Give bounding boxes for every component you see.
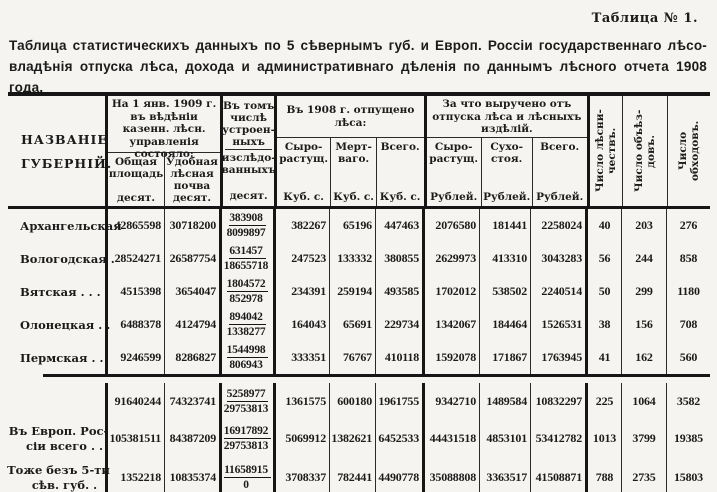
row-label: Вятская . . . bbox=[20, 284, 101, 299]
arranged-surveyed-cell bbox=[219, 419, 273, 458]
districts-count-cell: 50 bbox=[585, 275, 621, 308]
governorate-row bbox=[8, 242, 710, 275]
green-timber-cell: 382267 bbox=[273, 209, 329, 242]
total-rubles-cell: 53412782 bbox=[530, 419, 585, 458]
dry-rubles-cell: 413310 bbox=[479, 242, 530, 275]
subcol-green-timber bbox=[277, 138, 330, 206]
surveyed-value: 0 bbox=[243, 479, 249, 491]
arranged-surveyed-cell bbox=[219, 209, 273, 242]
vertical-header-text: Число объѣз- довъ. bbox=[633, 109, 658, 193]
total-rubles-cell: 3043283 bbox=[530, 242, 585, 275]
group4-title: За что выручено отъ отпуска лѣса и лѣсныхъ издѣлій. bbox=[427, 96, 587, 138]
total-area-cell: 91640244 bbox=[105, 383, 164, 419]
row-label: Олонецкая . . bbox=[20, 317, 111, 332]
green-rubles-cell: 9342710 bbox=[422, 383, 479, 419]
arranged-value: 16917892 bbox=[224, 424, 271, 439]
forest-soil-cell: 84387209 bbox=[164, 419, 219, 458]
districts-count-cell: 225 bbox=[585, 383, 621, 419]
arranged-surveyed-cell bbox=[219, 275, 273, 308]
dry-rubles-cell: 171867 bbox=[479, 341, 530, 374]
total-rubles-cell: 2258024 bbox=[530, 209, 585, 242]
governorate-row bbox=[8, 308, 710, 341]
subcol-green-rubles bbox=[427, 138, 481, 206]
row-label bbox=[8, 383, 105, 419]
group4-subcolumns bbox=[427, 138, 587, 206]
summary-row bbox=[8, 458, 710, 492]
dry-rubles-cell: 1489584 bbox=[479, 383, 530, 419]
table-body-governorates bbox=[8, 209, 710, 374]
surveyed-value: 29753813 bbox=[223, 440, 269, 452]
governorate-row bbox=[8, 275, 710, 308]
header-name-line1: НАЗВАНІЕ bbox=[21, 131, 108, 147]
forest-soil-cell: 26587754 bbox=[164, 242, 219, 275]
dead-timber-cell: 76767 bbox=[329, 341, 375, 374]
green-timber-cell: 234391 bbox=[273, 275, 329, 308]
dry-rubles-cell: 4853101 bbox=[479, 419, 530, 458]
header-group-arranged-surveyed bbox=[220, 96, 274, 206]
total-rubles-cell: 2240514 bbox=[530, 275, 585, 308]
header-governorate-name bbox=[8, 96, 113, 206]
green-timber-cell: 247523 bbox=[273, 242, 329, 275]
districts-count-cell: 1013 bbox=[585, 419, 621, 458]
subcol-unit: Куб. с. bbox=[379, 190, 421, 203]
dead-timber-cell: 600180 bbox=[329, 383, 375, 419]
ranges-count-cell: 203 bbox=[621, 209, 666, 242]
subcol-label: Удобная лѣсная почва bbox=[166, 156, 218, 193]
total-timber-cell: 1961755 bbox=[375, 383, 422, 419]
forest-soil-cell: 3654047 bbox=[164, 275, 219, 308]
total-timber-cell: 447463 bbox=[375, 209, 422, 242]
summary-row bbox=[8, 383, 710, 419]
total-timber-cell: 229734 bbox=[375, 308, 422, 341]
ranges-count-cell: 3799 bbox=[621, 419, 666, 458]
group3-subcolumns bbox=[277, 138, 424, 206]
row-label-line-2: сѣв. губ. . bbox=[31, 477, 98, 492]
arranged-surveyed-cell bbox=[219, 341, 273, 374]
group3-title: Въ 1908 г. отпущено лѣса: bbox=[277, 96, 424, 138]
green-rubles-cell: 1592078 bbox=[422, 341, 479, 374]
total-area-cell: 1352218 bbox=[105, 458, 164, 492]
group1-subcolumns bbox=[108, 153, 220, 207]
row-label bbox=[8, 419, 109, 458]
districts-count-cell: 40 bbox=[585, 209, 621, 242]
intro-line-2: владѣнія отпуска лѣса, дохода и административнаго дѣленія по даннымъ лѣсного отчета 1908 года. bbox=[9, 58, 707, 95]
subcol-dead-timber bbox=[330, 138, 376, 206]
dead-timber-cell: 65196 bbox=[329, 209, 375, 242]
forest-soil-cell: 30718200 bbox=[164, 209, 219, 242]
beats-count-cell: 276 bbox=[666, 209, 710, 242]
green-rubles-cell: 2076580 bbox=[422, 209, 479, 242]
districts-count-cell: 38 bbox=[585, 308, 621, 341]
beats-count-cell: 15803 bbox=[666, 458, 710, 492]
arranged-surveyed-cell bbox=[219, 458, 273, 492]
subcol-unit: десят. bbox=[173, 192, 211, 205]
arranged-surveyed-cell bbox=[219, 308, 273, 341]
dead-timber-cell: 1382621 bbox=[329, 419, 375, 458]
subcol-total-timber bbox=[376, 138, 423, 206]
subcol-unit: десят. bbox=[117, 192, 155, 205]
subcol-label: Сыро- растущ. bbox=[429, 141, 479, 166]
arranged-value: 894042 bbox=[229, 310, 265, 325]
header-name-line2: ГУБЕРНІЙ. bbox=[21, 155, 113, 171]
total-area-cell: 28524271 bbox=[105, 242, 164, 275]
total-area-cell: 4515398 bbox=[105, 275, 164, 308]
total-area-cell: 105381511 bbox=[105, 419, 164, 458]
beats-count-cell: 560 bbox=[666, 341, 710, 374]
total-timber-cell: 4490778 bbox=[375, 458, 422, 492]
surveyed-value: 1338277 bbox=[226, 326, 266, 338]
row-label bbox=[7, 458, 110, 492]
green-timber-cell: 1361575 bbox=[273, 383, 329, 419]
governorate-row bbox=[8, 341, 710, 374]
total-timber-cell: 380855 bbox=[375, 242, 422, 275]
ranges-count-cell: 244 bbox=[621, 242, 666, 275]
dry-rubles-cell: 538502 bbox=[479, 275, 530, 308]
subcol-total-rubles bbox=[532, 138, 587, 206]
intro-paragraph bbox=[9, 36, 707, 99]
surveyed-value: 8099897 bbox=[226, 227, 266, 239]
green-rubles-cell: 44431518 bbox=[422, 419, 479, 458]
governorate-row bbox=[8, 209, 710, 242]
subcol-label: Всего. bbox=[380, 141, 420, 153]
subcol-label: Мерт- ваго. bbox=[335, 141, 372, 166]
dead-timber-cell: 133332 bbox=[329, 242, 375, 275]
group2-unit: десят. bbox=[229, 190, 268, 202]
row-label-line-1: Въ Европ. Рос- bbox=[8, 423, 109, 438]
total-area-cell: 9246599 bbox=[105, 341, 164, 374]
subcol-unit: Рублей. bbox=[430, 190, 478, 203]
arranged-surveyed-cell bbox=[219, 383, 273, 419]
green-rubles-cell: 2629973 bbox=[422, 242, 479, 275]
dry-rubles-cell: 181441 bbox=[479, 209, 530, 242]
districts-count-cell: 41 bbox=[585, 341, 621, 374]
dead-timber-cell: 782441 bbox=[329, 458, 375, 492]
total-area-cell: 6488378 bbox=[105, 308, 164, 341]
subcol-unit: Куб. с. bbox=[333, 190, 374, 203]
dry-rubles-cell: 184464 bbox=[479, 308, 530, 341]
arranged-value: 11658915 bbox=[224, 463, 271, 478]
subcol-label: Общая площадь bbox=[108, 156, 164, 181]
forest-soil-cell: 8286827 bbox=[164, 341, 219, 374]
forest-soil-cell: 10835374 bbox=[164, 458, 219, 492]
subcol-dry-rubles bbox=[481, 138, 532, 206]
forest-soil-cell: 74323741 bbox=[164, 383, 219, 419]
group2-line1: Въ томъ числѣ устроен- ныхъ bbox=[222, 99, 275, 149]
green-timber-cell: 3708337 bbox=[273, 458, 329, 492]
row-label-line-1: Тоже безъ 5-ти bbox=[7, 462, 110, 477]
subcol-label: Сыро- растущ. bbox=[279, 141, 329, 166]
surveyed-value: 29753813 bbox=[223, 402, 269, 415]
beats-count-cell: 708 bbox=[666, 308, 710, 341]
arranged-value: 5258977 bbox=[227, 387, 269, 402]
ranges-count-cell: 1064 bbox=[621, 383, 666, 419]
header-beats-count bbox=[667, 96, 710, 206]
ranges-count-cell: 299 bbox=[621, 275, 666, 308]
dead-timber-cell: 65691 bbox=[329, 308, 375, 341]
table-caption: Таблица № 1. bbox=[591, 11, 698, 26]
forest-soil-cell: 4124794 bbox=[164, 308, 219, 341]
ranges-count-cell: 156 bbox=[621, 308, 666, 341]
row-label-line-2: сіи всего . . bbox=[26, 438, 103, 453]
ranges-count-cell: 2735 bbox=[621, 458, 666, 492]
surveyed-value: 852978 bbox=[229, 293, 263, 305]
arranged-value: 631457 bbox=[229, 244, 265, 259]
header-ranges-count bbox=[622, 96, 666, 206]
header-group-area-1909 bbox=[105, 96, 220, 206]
green-timber-cell: 333351 bbox=[273, 341, 329, 374]
intro-line-1: Таблица статистическихъ данныхъ по 5 сѣвернымъ губ. и Европ. Россіи государственнаго лѣсо- bbox=[9, 38, 707, 53]
summary-row bbox=[8, 419, 710, 458]
table-body-totals bbox=[8, 383, 710, 492]
total-rubles-cell: 1526531 bbox=[530, 308, 585, 341]
green-rubles-cell: 35088808 bbox=[422, 458, 479, 492]
beats-count-cell: 858 bbox=[666, 242, 710, 275]
subcol-unit: Рублей. bbox=[483, 190, 531, 203]
surveyed-value: 18655718 bbox=[223, 260, 269, 272]
header-group-timber-released bbox=[274, 96, 424, 206]
vertical-header-text: Число лѣсни- чествъ. bbox=[594, 109, 619, 193]
subcol-unit: Рублей. bbox=[536, 190, 584, 203]
total-timber-cell: 410118 bbox=[375, 341, 422, 374]
green-timber-cell: 164043 bbox=[273, 308, 329, 341]
subcol-unit: Куб. с. bbox=[283, 190, 324, 203]
table-header bbox=[8, 96, 710, 209]
vertical-header-text: Число обходовъ. bbox=[676, 120, 701, 182]
arranged-surveyed-cell bbox=[219, 242, 273, 275]
dead-timber-cell: 259194 bbox=[329, 275, 375, 308]
districts-count-cell: 56 bbox=[585, 242, 621, 275]
header-group-revenue bbox=[424, 96, 587, 206]
dry-rubles-cell: 3363517 bbox=[479, 458, 530, 492]
subcol-total-area bbox=[108, 153, 164, 207]
total-timber-cell: 6452533 bbox=[375, 419, 422, 458]
total-rubles-cell: 41508871 bbox=[530, 458, 585, 492]
group1-title: На 1 янв. 1909 г. въ вѣдѣніи казенн. лѣсн. управленія состояло: bbox=[108, 96, 220, 153]
beats-count-cell: 3582 bbox=[666, 383, 710, 419]
beats-count-cell: 19385 bbox=[666, 419, 710, 458]
total-area-cell: 42865598 bbox=[105, 209, 164, 242]
surveyed-value: 806943 bbox=[229, 359, 263, 371]
subcol-forest-soil bbox=[164, 153, 219, 207]
row-label: Пермская . . bbox=[20, 350, 104, 365]
total-timber-cell: 493585 bbox=[375, 275, 422, 308]
green-timber-cell: 5069912 bbox=[273, 419, 329, 458]
arranged-value: 1544998 bbox=[227, 343, 269, 358]
districts-count-cell: 788 bbox=[585, 458, 621, 492]
green-rubles-cell: 1702012 bbox=[422, 275, 479, 308]
total-rubles-cell: 10832297 bbox=[530, 383, 585, 419]
header-forest-districts-count bbox=[587, 96, 622, 206]
green-rubles-cell: 1342067 bbox=[422, 308, 479, 341]
ranges-count-cell: 162 bbox=[621, 341, 666, 374]
arranged-value: 383908 bbox=[229, 211, 265, 226]
arranged-value: 1804572 bbox=[227, 277, 269, 292]
subcol-label: Сухо- стоя. bbox=[490, 141, 524, 166]
row-label: Вологодская . bbox=[20, 251, 115, 266]
beats-count-cell: 1180 bbox=[666, 275, 710, 308]
group2-line2: изслѣдо- ванныхъ bbox=[221, 152, 276, 177]
total-rubles-cell: 1763945 bbox=[530, 341, 585, 374]
statistics-table bbox=[8, 92, 710, 492]
subcol-label: Всего. bbox=[540, 141, 580, 153]
row-label: Архангельская bbox=[20, 218, 122, 233]
